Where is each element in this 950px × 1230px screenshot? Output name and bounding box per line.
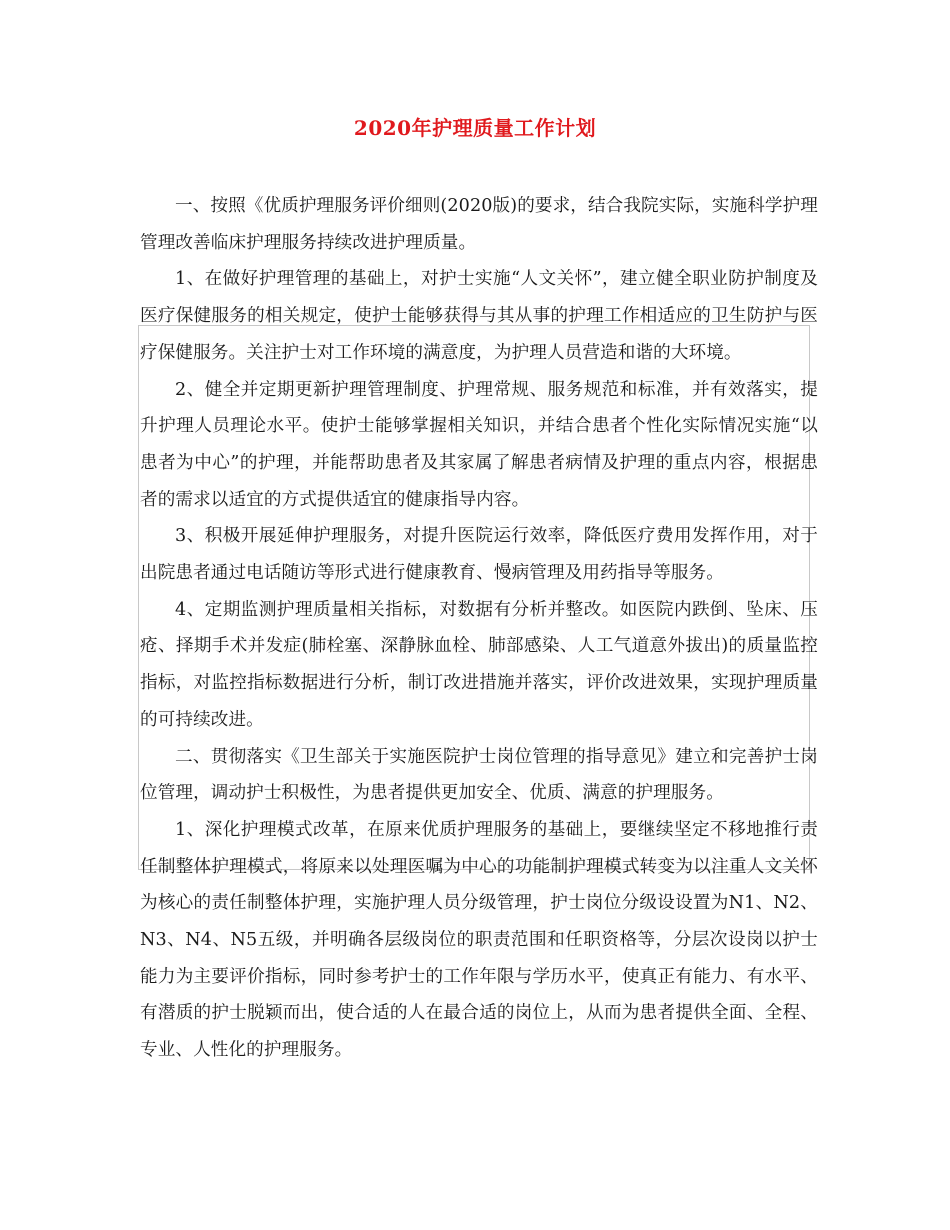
paragraph-item-1-2: 2、健全并定期更新护理管理制度、护理常规、服务规范和标准，并有效落实，提升护理人员理论水平。使护士能够掌握相关知识，并结合患者个性化实际情况实施“以患者为中心”的护理，并能帮助患者及其家属了解患者病情及护理的重点内容，根据患者的需求以适宜的方式提供适宜的健康指导内容。: [140, 379, 818, 510]
document-body: [140, 188, 818, 1069]
paragraph-item-1-4: 4、定期监测护理质量相关指标，对数据有分析并整改。如医院内跌倒、坠床、压疮、择期手术并发症(肺栓塞、深静脉血栓、肺部感染、人工气道意外拔出)的质量监控指标，对监控指标数据进行分析，制订改进措施并落实，评价改进效果，实现护理质量的可持续改进。: [140, 599, 818, 730]
paragraph-item-1-1: 1、在做好护理管理的基础上，对护士实施“人文关怀”，建立健全职业防护制度及医疗保健服务的相关规定，使护士能够获得与其从事的护理工作相适应的卫生防护与医疗保健服务。关注护士对工作环境的满意度，为护理人员营造和谐的大环境。: [140, 269, 818, 363]
paragraph-item-2-1: 1、深化护理模式改革，在原来优质护理服务的基础上，要继续坚定不移地推行责任制整体护理模式，将原来以处理医嘱为中心的功能制护理模式转变为以注重人文关怀为核心的责任制整体护理，实施护理人员分级管理，护士岗位分级设设置为N1、N2、N3、N4、N5五级，并明确各层级岗位的职责范围和任职资格等，分层次设岗以护士能力为主要评价指标，同时参考护士的工作年限与学历水平，使真正有能力、有水平、有潜质的护士脱颖而出，使合适的人在最合适的岗位上，从而为患者提供全面、全程、专业、人性化的护理服务。: [140, 819, 818, 1061]
paragraph-item-1-3: 3、积极开展延伸护理服务，对提升医院运行效率，降低医疗费用发挥作用，对于出院患者通过电话随访等形式进行健康教育、慢病管理及用药指导等服务。: [140, 526, 818, 584]
paragraph-section-2-intro: 二、贯彻落实《卫生部关于实施医院护士岗位管理的指导意见》建立和完善护士岗位管理，调动护士积极性，为患者提供更加安全、优质、满意的护理服务。: [140, 746, 818, 804]
document-title: 2020年护理质量工作计划: [353, 116, 597, 140]
paragraph-section-1-intro: 一、按照《优质护理服务评价细则(2020版)的要求，结合我院实际，实施科学护理管理改善临床护理服务持续改进护理质量。: [140, 196, 818, 253]
